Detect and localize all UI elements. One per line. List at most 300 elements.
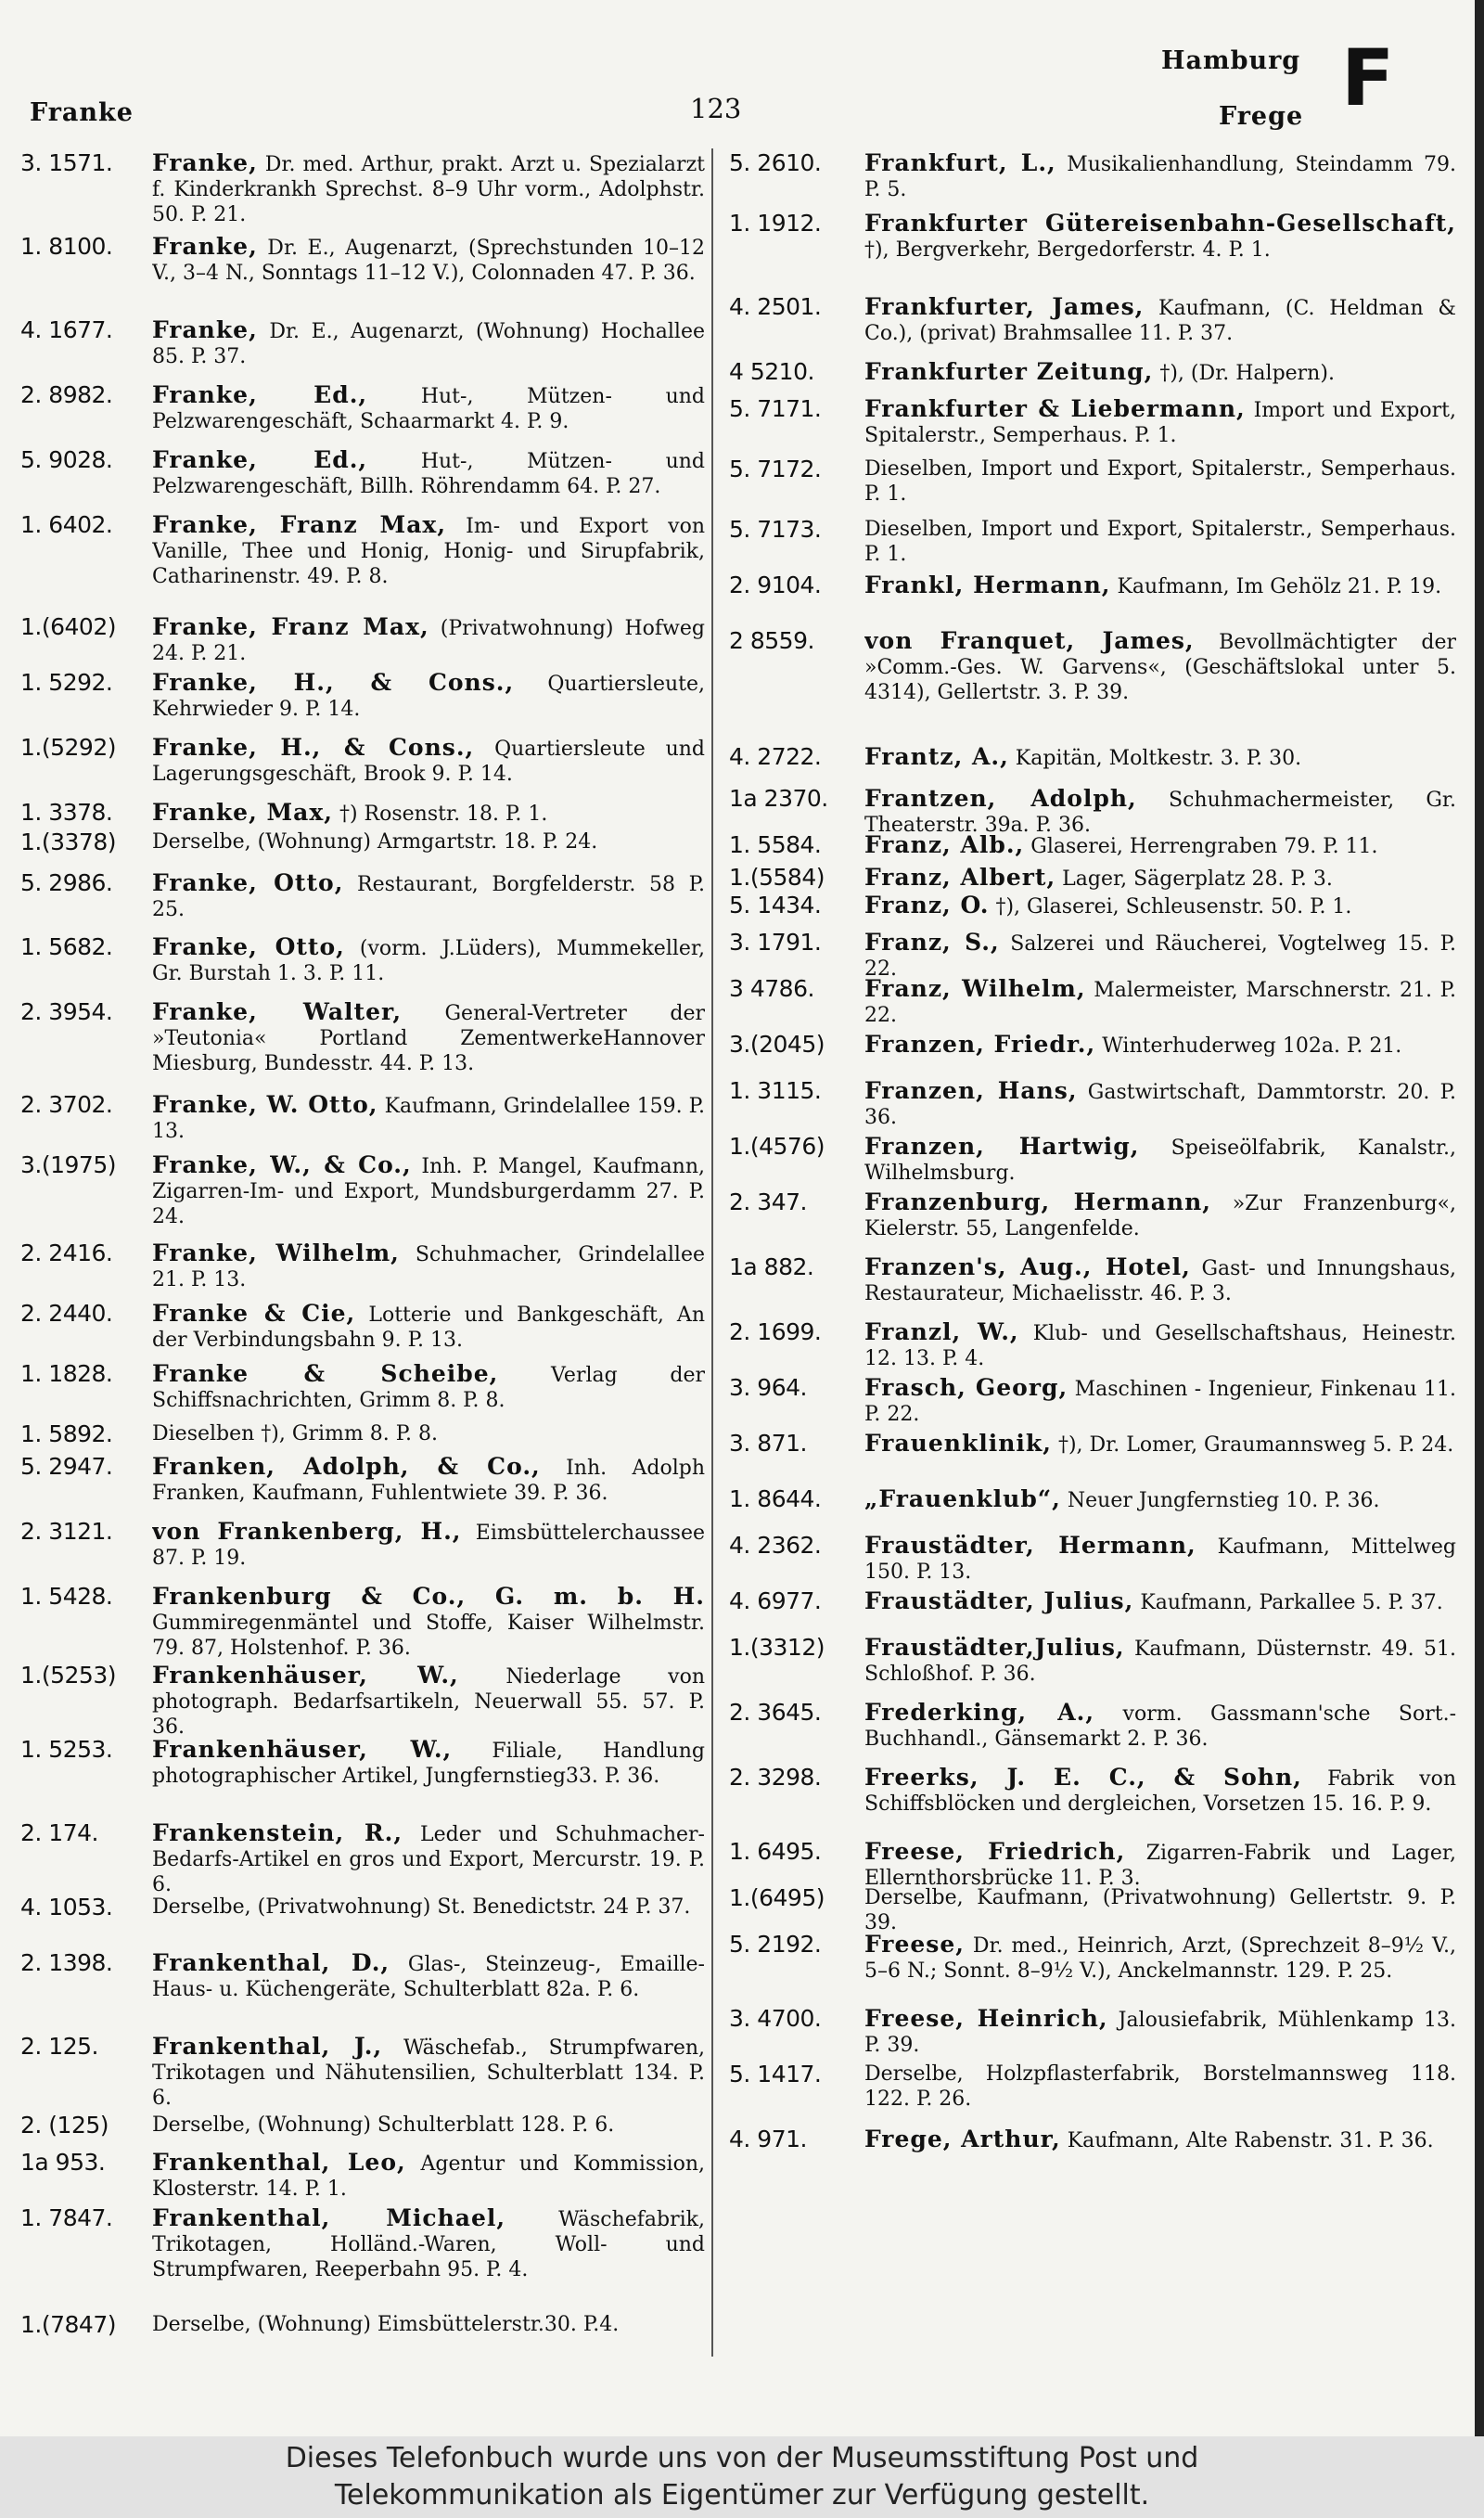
phone-number: 2. 3702. — [20, 1091, 113, 1118]
entry-name: Freerks, J. E. C., & Sohn, — [864, 1765, 1302, 1791]
entry-details: Kaufmann, Grindelallee 159. P. 13. — [152, 1095, 705, 1143]
entry-text — [152, 1152, 705, 1229]
entry-text — [152, 1421, 705, 1446]
directory-entry — [20, 1820, 705, 1897]
entry-name: Franke, W. Otto, — [152, 1092, 378, 1118]
entry-name: Franzenburg, Hermann, — [864, 1189, 1211, 1215]
entry-text — [864, 1189, 1456, 1241]
phone-number: 5. 7172. — [729, 456, 822, 482]
phone-number: 5. 9028. — [20, 446, 113, 473]
entry-text — [152, 2205, 705, 2282]
entry-name: Frankenthal, Leo, — [152, 2150, 406, 2176]
directory-entry — [20, 800, 705, 827]
entry-text — [152, 800, 705, 827]
entry-name: Franzl, W., — [864, 1319, 1019, 1345]
entry-details: Gummiregenmäntel und Stoffe, Kaiser Wilhelmstr. 79. 87, Holstenhof. P. 36. — [152, 1612, 705, 1660]
entry-details: Lotterie und Bankgeschäft, An der Verbindungsbahn 9. P. 13. — [152, 1304, 705, 1352]
entry-text — [152, 2150, 705, 2202]
phone-number: 1.(5292) — [20, 734, 116, 761]
entry-details: †), Dr. Lomer, Graumannsweg 5. P. 24. — [1051, 1433, 1454, 1457]
entry-details: Kaufmann, Im Gehölz 21. P. 19. — [1110, 575, 1442, 598]
phone-number: 1. 3115. — [729, 1077, 822, 1104]
entry-details: Niederlage von photograph. Bedarfsartikeln, Neuerwall 55. 57. P. 36. — [152, 1665, 705, 1739]
entry-details: Dieselben, Import und Export, Spitalerstr., Semperhaus. P. 1. — [864, 518, 1456, 566]
phone-number: 1. 1828. — [20, 1360, 113, 1387]
directory-entry — [20, 234, 705, 286]
entry-details: Dr. med. Arthur, prakt. Arzt u. Spezialarzt f. Kinderkrankh Sprechst. 8–9 Uhr vorm., Adolphstr. 50. P. 21. — [152, 153, 705, 226]
entry-name: Frasch, Georg, — [864, 1375, 1068, 1401]
entry-text — [152, 1950, 705, 2002]
entry-details: Wäschefabrik, Trikotagen, Holländ.-Waren, Woll- und Strumpfwaren, Reeperbahn 95. P. 4. — [152, 2208, 705, 2281]
entry-name: Frankfurter & Liebermann, — [864, 396, 1246, 422]
directory-entry — [729, 865, 1456, 892]
entry-text — [864, 517, 1456, 567]
entry-details: Dieselben, Import und Export, Spitalerstr., Semperhaus. P. 1. — [864, 457, 1456, 506]
phone-number: 1a 2370. — [729, 785, 828, 812]
entry-details: Restaurant, Borgfelderstr. 58 P. 25. — [152, 873, 705, 921]
entry-details: Neuer Jungfernstieg 10. P. 36. — [1060, 1489, 1380, 1512]
phone-number: 2. 125. — [20, 2033, 98, 2060]
entry-text — [864, 150, 1456, 202]
entry-text — [152, 2034, 705, 2111]
entry-details: Derselbe, (Wohnung) Schulterblatt 128. P. 6. — [152, 2113, 615, 2137]
directory-entry — [729, 572, 1456, 599]
directory-entry — [729, 2126, 1456, 2153]
directory-entry — [20, 2150, 705, 2202]
entry-details: Derselbe, Holzpflasterfabrik, Borstelmannsweg 118. 122. P. 26. — [864, 2062, 1456, 2111]
phone-number: 1a 882. — [729, 1253, 814, 1280]
entry-name: Franz, Albert, — [864, 865, 1056, 891]
entry-details: Hut-, Mützen- und Pelzwarengeschäft, Billh. Röhrendamm 64. P. 27. — [152, 450, 705, 498]
entry-details: Quartiersleute, Kehrwieder 9. P. 14. — [152, 673, 705, 721]
entry-name: Franke, Otto, — [152, 870, 344, 896]
directory-entry — [729, 1254, 1456, 1306]
entry-details: Dr. med., Heinrich, Arzt, (Sprechzeit 8–9½ V., 5–6 N.; Sonnt. 8–9½ V.), Anckelmannstr. 129. P. 25. — [864, 1934, 1456, 1983]
phone-number: 5. 2192. — [729, 1931, 822, 1958]
entry-text — [152, 2312, 705, 2337]
entry-text — [152, 1820, 705, 1897]
entry-text — [152, 829, 705, 854]
entry-details: »Zur Franzenburg«, Kielerstr. 55, Langenfelde. — [864, 1192, 1456, 1240]
directory-entry — [20, 2113, 705, 2138]
entry-details: Winterhuderweg 102a. P. 21. — [1095, 1034, 1402, 1058]
entry-text — [864, 294, 1456, 346]
entry-text — [864, 1375, 1456, 1427]
phone-number: 3. 4700. — [729, 2005, 822, 2032]
entry-name: Franke, — [152, 317, 258, 343]
entry-name: Franke, Wilhelm, — [152, 1240, 400, 1266]
entry-text — [152, 317, 705, 369]
directory-entry — [20, 614, 705, 666]
phone-number: 1. 5682. — [20, 933, 113, 960]
entry-details: Kaufmann, Mittelweg 150. P. 13. — [864, 1535, 1456, 1584]
entry-text — [864, 1533, 1456, 1585]
entry-text — [152, 1737, 705, 1789]
phone-number: 5. 7173. — [729, 516, 822, 543]
directory-entry — [20, 382, 705, 434]
directory-entry — [729, 893, 1456, 919]
phone-number: 1. 8100. — [20, 233, 113, 260]
entry-details: (vorm. J.Lüders), Mummekeller, Gr. Burstah 1. 3. P. 11. — [152, 937, 705, 985]
phone-number: 1. 6495. — [729, 1838, 822, 1865]
entry-text — [864, 2006, 1456, 2058]
phone-number: 2. 2440. — [20, 1300, 113, 1327]
entry-text — [152, 735, 705, 787]
entry-text — [864, 893, 1456, 919]
entry-details: Dr. E., Augenarzt, (Sprechstunden 10–12 V., 3–4 N., Sonntags 11–12 V.), Colonnaden 47. P. 36. — [152, 237, 705, 285]
entry-text — [152, 1895, 705, 1920]
phone-number: 4. 2501. — [729, 293, 822, 320]
phone-number: 4. 6977. — [729, 1587, 822, 1614]
entry-text — [152, 234, 705, 286]
entry-details: Dieselben †), Grimm 8. P. 8. — [152, 1422, 439, 1445]
directory-entry — [729, 1486, 1456, 1513]
directory-entry — [20, 1240, 705, 1292]
entry-text — [864, 211, 1456, 263]
phone-number: 3. 964. — [729, 1374, 807, 1401]
entry-name: Franke, Otto, — [152, 934, 345, 960]
directory-entry — [729, 1932, 1456, 1984]
directory-entry — [729, 294, 1456, 346]
directory-entry — [729, 150, 1456, 202]
entry-text — [152, 670, 705, 722]
entry-name: Franke, — [152, 150, 258, 176]
entry-details: Kaufmann, Alte Rabenstr. 31. P. 36. — [1060, 2129, 1434, 2152]
entry-details: Inh. Adolph Franken, Kaufmann, Fuhlentwiete 39. P. 36. — [152, 1457, 705, 1505]
entry-text — [864, 1839, 1456, 1891]
entry-details: Derselbe, (Privatwohnung) St. Benedictstr. 24 P. 37. — [152, 1895, 691, 1919]
phone-number: 1.(3312) — [729, 1634, 825, 1661]
entry-text — [864, 456, 1456, 507]
entry-text — [152, 1584, 705, 1661]
phone-number: 1. 5428. — [20, 1583, 113, 1610]
directory-entry — [20, 1737, 705, 1789]
phone-number: 4. 2722. — [729, 743, 822, 770]
directory-entry — [20, 735, 705, 787]
directory-entry — [20, 2034, 705, 2111]
phone-number: 2. 3121. — [20, 1518, 113, 1545]
entry-details: Malermeister, Marschnerstr. 21. P. 22. — [864, 979, 1456, 1027]
directory-entry — [20, 447, 705, 499]
entry-text — [152, 999, 705, 1076]
entry-text — [152, 614, 705, 666]
entry-text — [864, 1431, 1456, 1458]
directory-entry — [729, 1078, 1456, 1130]
directory-entry — [729, 1635, 1456, 1687]
entry-text — [864, 396, 1456, 448]
entry-details: Eimsbüttelerchaussee 87. P. 19. — [152, 1522, 705, 1570]
directory-entry — [729, 456, 1456, 507]
phone-number: 1.(5253) — [20, 1662, 116, 1689]
directory-entry — [20, 2205, 705, 2282]
directory-entry — [20, 2312, 705, 2337]
phone-number: 1. 5892. — [20, 1420, 113, 1447]
entry-details: Glaserei, Herrengraben 79. P. 11. — [1024, 835, 1378, 858]
entry-name: Frankenhäuser, W., — [152, 1663, 459, 1689]
entry-name: Frankfurter Zeitung, — [864, 359, 1154, 385]
entry-details: Dr. E., Augenarzt, (Wohnung) Hochallee 85. P. 37. — [152, 320, 705, 368]
entry-name: Franz, S., — [864, 930, 1000, 956]
phone-number: 2. (125) — [20, 2112, 109, 2139]
entry-text — [864, 1932, 1456, 1984]
entry-text — [152, 382, 705, 434]
directory-entry — [729, 1885, 1456, 1935]
entry-name: von Franquet, James, — [864, 628, 1195, 654]
phone-number: 2. 3645. — [729, 1699, 822, 1726]
entry-text — [864, 1078, 1456, 1130]
directory-entry — [729, 2062, 1456, 2112]
entry-text — [152, 447, 705, 499]
directory-entry — [20, 1361, 705, 1413]
directory-entry — [20, 1454, 705, 1506]
phone-number: 2 8559. — [729, 627, 814, 654]
directory-entry — [729, 1134, 1456, 1186]
directory-entry — [20, 150, 705, 227]
entry-details: Maschinen - Ingenieur, Finkenau 11. P. 22. — [864, 1378, 1456, 1426]
phone-number: 1.(5584) — [729, 864, 825, 891]
footer-notice — [0, 2436, 1484, 2518]
entry-text — [864, 865, 1456, 892]
phone-number: 2. 9104. — [729, 572, 822, 598]
entry-text — [864, 572, 1456, 599]
entry-text — [152, 150, 705, 227]
phone-number: 1. 6402. — [20, 511, 113, 538]
entry-name: Frederking, A., — [864, 1700, 1095, 1726]
running-head-left: Franke — [30, 98, 134, 127]
phone-number: 5. 2610. — [729, 149, 822, 176]
entry-text — [864, 2126, 1456, 2153]
entry-details: Klub- und Gesellschaftshaus, Heinestr. 12. 13. P. 4. — [864, 1322, 1456, 1370]
directory-entry — [20, 670, 705, 722]
running-head-right: Frege — [1219, 102, 1304, 131]
entry-details: Im- und Export von Vanille, Thee und Honig, Honig- und Sirupfabrik, Catharinenstr. 49. P. 8. — [152, 515, 705, 588]
entry-text — [152, 1092, 705, 1144]
phone-number: 2. 2416. — [20, 1240, 113, 1266]
phone-number: 3. 1571. — [20, 149, 113, 176]
directory-entry — [20, 1519, 705, 1571]
directory-entry — [20, 1950, 705, 2002]
directory-entry — [729, 2006, 1456, 2058]
directory-entry — [729, 628, 1456, 705]
directory-entry — [729, 1700, 1456, 1752]
entry-text — [864, 744, 1456, 771]
entry-name: Freese, — [864, 1932, 965, 1958]
phone-number: 2. 3298. — [729, 1764, 822, 1791]
entry-text — [152, 1454, 705, 1506]
entry-name: Frankenthal, Michael, — [152, 2205, 506, 2231]
entry-details: Glas-, Steinzeug-, Emaille-Haus- u. Küchengeräte, Schulterblatt 82a. P. 6. — [152, 1953, 705, 2001]
entry-details: Hut-, Mützen- und Pelzwarengeschäft, Schaarmarkt 4. P. 9. — [152, 385, 705, 433]
phone-number: 4 5210. — [729, 358, 814, 385]
entry-text — [864, 1700, 1456, 1752]
entry-name: Frege, Arthur, — [864, 2126, 1061, 2152]
directory-entry — [729, 744, 1456, 771]
entry-text — [152, 2113, 705, 2138]
entry-details: Kapitän, Moltkestr. 3. P. 30. — [1008, 747, 1302, 770]
directory-entry — [729, 517, 1456, 567]
directory-entry — [20, 934, 705, 986]
entry-name: Fraustädter,Julius, — [864, 1635, 1125, 1661]
entry-details: Schuhmacher, Grindelallee 21. P. 13. — [152, 1243, 705, 1291]
entry-details: vorm. Gassmann'sche Sort.-Buchhandl., Gänsemarkt 2. P. 36. — [864, 1702, 1456, 1751]
entry-details: Kaufmann, (C. Heldman & Co.), (privat) Brahmsallee 11. P. 37. — [864, 297, 1456, 345]
page-number: 123 — [690, 93, 742, 124]
entry-name: Franke, Ed., — [152, 447, 368, 473]
phone-number: 3 4786. — [729, 975, 814, 1002]
directory-entry — [20, 870, 705, 922]
entry-details: Inh. P. Mangel, Kaufmann, Zigarren-Im- und Export, Mundsburgerdamm 27. P. 24. — [152, 1155, 705, 1228]
entry-details: Zigarren-Fabrik und Lager, Ellernthorsbrücke 11. P. 3. — [864, 1842, 1456, 1890]
directory-entry — [20, 1092, 705, 1144]
phone-number: 5. 7171. — [729, 395, 822, 422]
directory-entry — [20, 1152, 705, 1229]
entry-name: Franz, O. — [864, 893, 990, 919]
entry-text — [864, 1765, 1456, 1817]
entry-name: Franken, Adolph, & Co., — [152, 1454, 541, 1480]
entry-name: Franz, Alb., — [864, 832, 1025, 858]
entry-name: Frantzen, Adolph, — [864, 786, 1137, 812]
phone-number: 2. 1699. — [729, 1318, 822, 1345]
phone-number: 2. 347. — [729, 1188, 807, 1215]
entry-text — [152, 1301, 705, 1353]
phone-number: 1. 7847. — [20, 2204, 113, 2231]
directory-entry — [729, 1319, 1456, 1371]
entry-details: Jalousiefabrik, Mühlenkamp 13. P. 39. — [864, 2009, 1456, 2057]
directory-entry — [20, 512, 705, 589]
phone-number: 1.(6495) — [729, 1884, 825, 1911]
entry-details: Bevollmächtigter der »Comm.-Ges. W. Garvens«, (Geschäftslokal unter 5. 4314), Gellertstr. 3. P. 39. — [864, 631, 1456, 704]
entry-name: Frantz, A., — [864, 744, 1009, 770]
section-letter: F — [1341, 32, 1395, 123]
phone-number: 1.(6402) — [20, 613, 116, 640]
entry-name: Franke, H., & Cons., — [152, 670, 515, 696]
entry-text — [864, 1254, 1456, 1306]
entry-details: Quartiersleute und Lagerungsgeschäft, Brook 9. P. 14. — [152, 738, 705, 786]
directory-entry — [20, 1301, 705, 1353]
directory-entry — [729, 1189, 1456, 1241]
phone-number: 5. 2986. — [20, 869, 113, 896]
directory-entry — [729, 396, 1456, 448]
entry-details: Kaufmann, Düsternstr. 49. 51. Schloßhof. P. 36. — [864, 1638, 1456, 1686]
phone-number: 1a 953. — [20, 2149, 106, 2176]
phone-number: 1. 3378. — [20, 799, 113, 826]
phone-number: 3. 871. — [729, 1430, 807, 1457]
entry-text — [152, 1361, 705, 1413]
entry-details: Wäschefab., Strumpfwaren, Trikotagen und Nähutensilien, Schulterblatt 134. P. 6. — [152, 2036, 705, 2110]
entry-text — [864, 1588, 1456, 1615]
entry-text — [864, 930, 1456, 982]
directory-entry — [729, 976, 1456, 1028]
entry-text — [152, 1240, 705, 1292]
entry-details: (Privatwohnung) Hofweg 24. P. 21. — [152, 617, 705, 665]
entry-details: Musikalienhandlung, Steindamm 79. P. 5. — [864, 153, 1456, 201]
entry-text — [864, 1486, 1456, 1513]
entry-name: Freese, Friedrich, — [864, 1839, 1126, 1865]
entry-name: Franke & Scheibe, — [152, 1361, 499, 1387]
entry-text — [152, 1663, 705, 1740]
entry-details: †), (Dr. Halpern). — [1153, 362, 1335, 385]
entry-name: Freese, Heinrich, — [864, 2006, 1108, 2032]
directory-entry — [729, 211, 1456, 263]
entry-name: Frankenthal, J., — [152, 2034, 383, 2060]
entry-text — [152, 934, 705, 986]
entry-name: von Frankenberg, H., — [152, 1519, 462, 1545]
entry-name: Fraustädter, Hermann, — [864, 1533, 1196, 1559]
entry-text — [864, 2062, 1456, 2112]
entry-name: Frankenthal, D., — [152, 1950, 390, 1976]
entry-name: Frankenburg & Co., G. m. b. H. — [152, 1584, 705, 1610]
directory-entry — [20, 1584, 705, 1661]
entry-details: General-Vertreter der »Teutonia« Portland ZementwerkeHannover Miesburg, Bundesstr. 44. P. 13. — [152, 1002, 705, 1075]
entry-details: Derselbe, (Wohnung) Armgartstr. 18. P. 24. — [152, 830, 598, 854]
entry-text — [864, 1635, 1456, 1687]
footer-line-1: Dieses Telefonbuch wurde uns von der Museumsstiftung Post und — [285, 2442, 1199, 2474]
entry-details: †), Bergverkehr, Bergedorferstr. 4. P. 1. — [864, 238, 1271, 262]
entry-details: Gast- und Innungshaus, Restaurateur, Michaelisstr. 46. P. 3. — [864, 1257, 1456, 1305]
directory-entry — [729, 1588, 1456, 1615]
directory-entry — [729, 930, 1456, 982]
phone-number: 1. 5584. — [729, 831, 822, 858]
directory-entry — [729, 1533, 1456, 1585]
phone-number: 4. 2362. — [729, 1532, 822, 1559]
entry-text — [152, 512, 705, 589]
phone-number: 4. 1677. — [20, 316, 113, 343]
entry-details: Derselbe, Kaufmann, (Privatwohnung) Gellertstr. 9. P. 39. — [864, 1886, 1456, 1934]
entry-name: Frankfurt, L., — [864, 150, 1056, 176]
phone-number: 5. 1417. — [729, 2061, 822, 2088]
entry-name: Frankenstein, R., — [152, 1820, 403, 1846]
phone-number: 1. 1912. — [729, 210, 822, 237]
entry-text — [864, 1319, 1456, 1371]
phone-number: 2. 3954. — [20, 998, 113, 1025]
entry-text — [864, 1885, 1456, 1935]
directory-entry — [20, 999, 705, 1076]
entry-name: Franke & Cie, — [152, 1301, 356, 1327]
entry-name: Franke, W., & Co., — [152, 1152, 412, 1178]
directory-entry — [729, 1431, 1456, 1458]
phone-number: 2. 8982. — [20, 381, 113, 408]
entry-details: Schuhmachermeister, Gr. Theaterstr. 39a. P. 36. — [864, 789, 1456, 837]
phone-number: 1.(3378) — [20, 829, 116, 855]
phone-number: 1.(7847) — [20, 2311, 116, 2338]
entry-name: Franzen, Hans, — [864, 1078, 1078, 1104]
entry-details: Kaufmann, Parkallee 5. P. 37. — [1133, 1591, 1443, 1614]
directory-entry — [729, 1375, 1456, 1427]
phone-number: 4. 971. — [729, 2126, 807, 2152]
entry-text — [152, 870, 705, 922]
phone-number: 3. 1791. — [729, 929, 822, 956]
entry-details: †), Glaserei, Schleusenstr. 50. P. 1. — [989, 895, 1352, 919]
entry-name: Franzen, Hartwig, — [864, 1134, 1140, 1160]
entry-text — [864, 976, 1456, 1028]
directory-entry — [20, 1663, 705, 1740]
entry-name: Franz, Wilhelm, — [864, 976, 1086, 1002]
directory-entry — [729, 786, 1456, 838]
entry-name: Franke, — [152, 234, 258, 260]
directory-entry — [729, 1765, 1456, 1817]
entry-name: Franke, Ed., — [152, 382, 368, 408]
entry-name: Franke, Max, — [152, 800, 333, 826]
directory-entry — [20, 829, 705, 854]
entry-name: Fraustädter, Julius, — [864, 1588, 1134, 1614]
entry-name: Franke, H., & Cons., — [152, 735, 475, 761]
phone-number: 2. 1398. — [20, 1949, 113, 1976]
phone-number: 1.(4576) — [729, 1133, 825, 1160]
phone-number: 1. 5253. — [20, 1736, 113, 1763]
phone-number: 4. 1053. — [20, 1894, 113, 1921]
entry-name: Frankfurter, James, — [864, 294, 1145, 320]
phone-number: 1. 8644. — [729, 1485, 822, 1512]
